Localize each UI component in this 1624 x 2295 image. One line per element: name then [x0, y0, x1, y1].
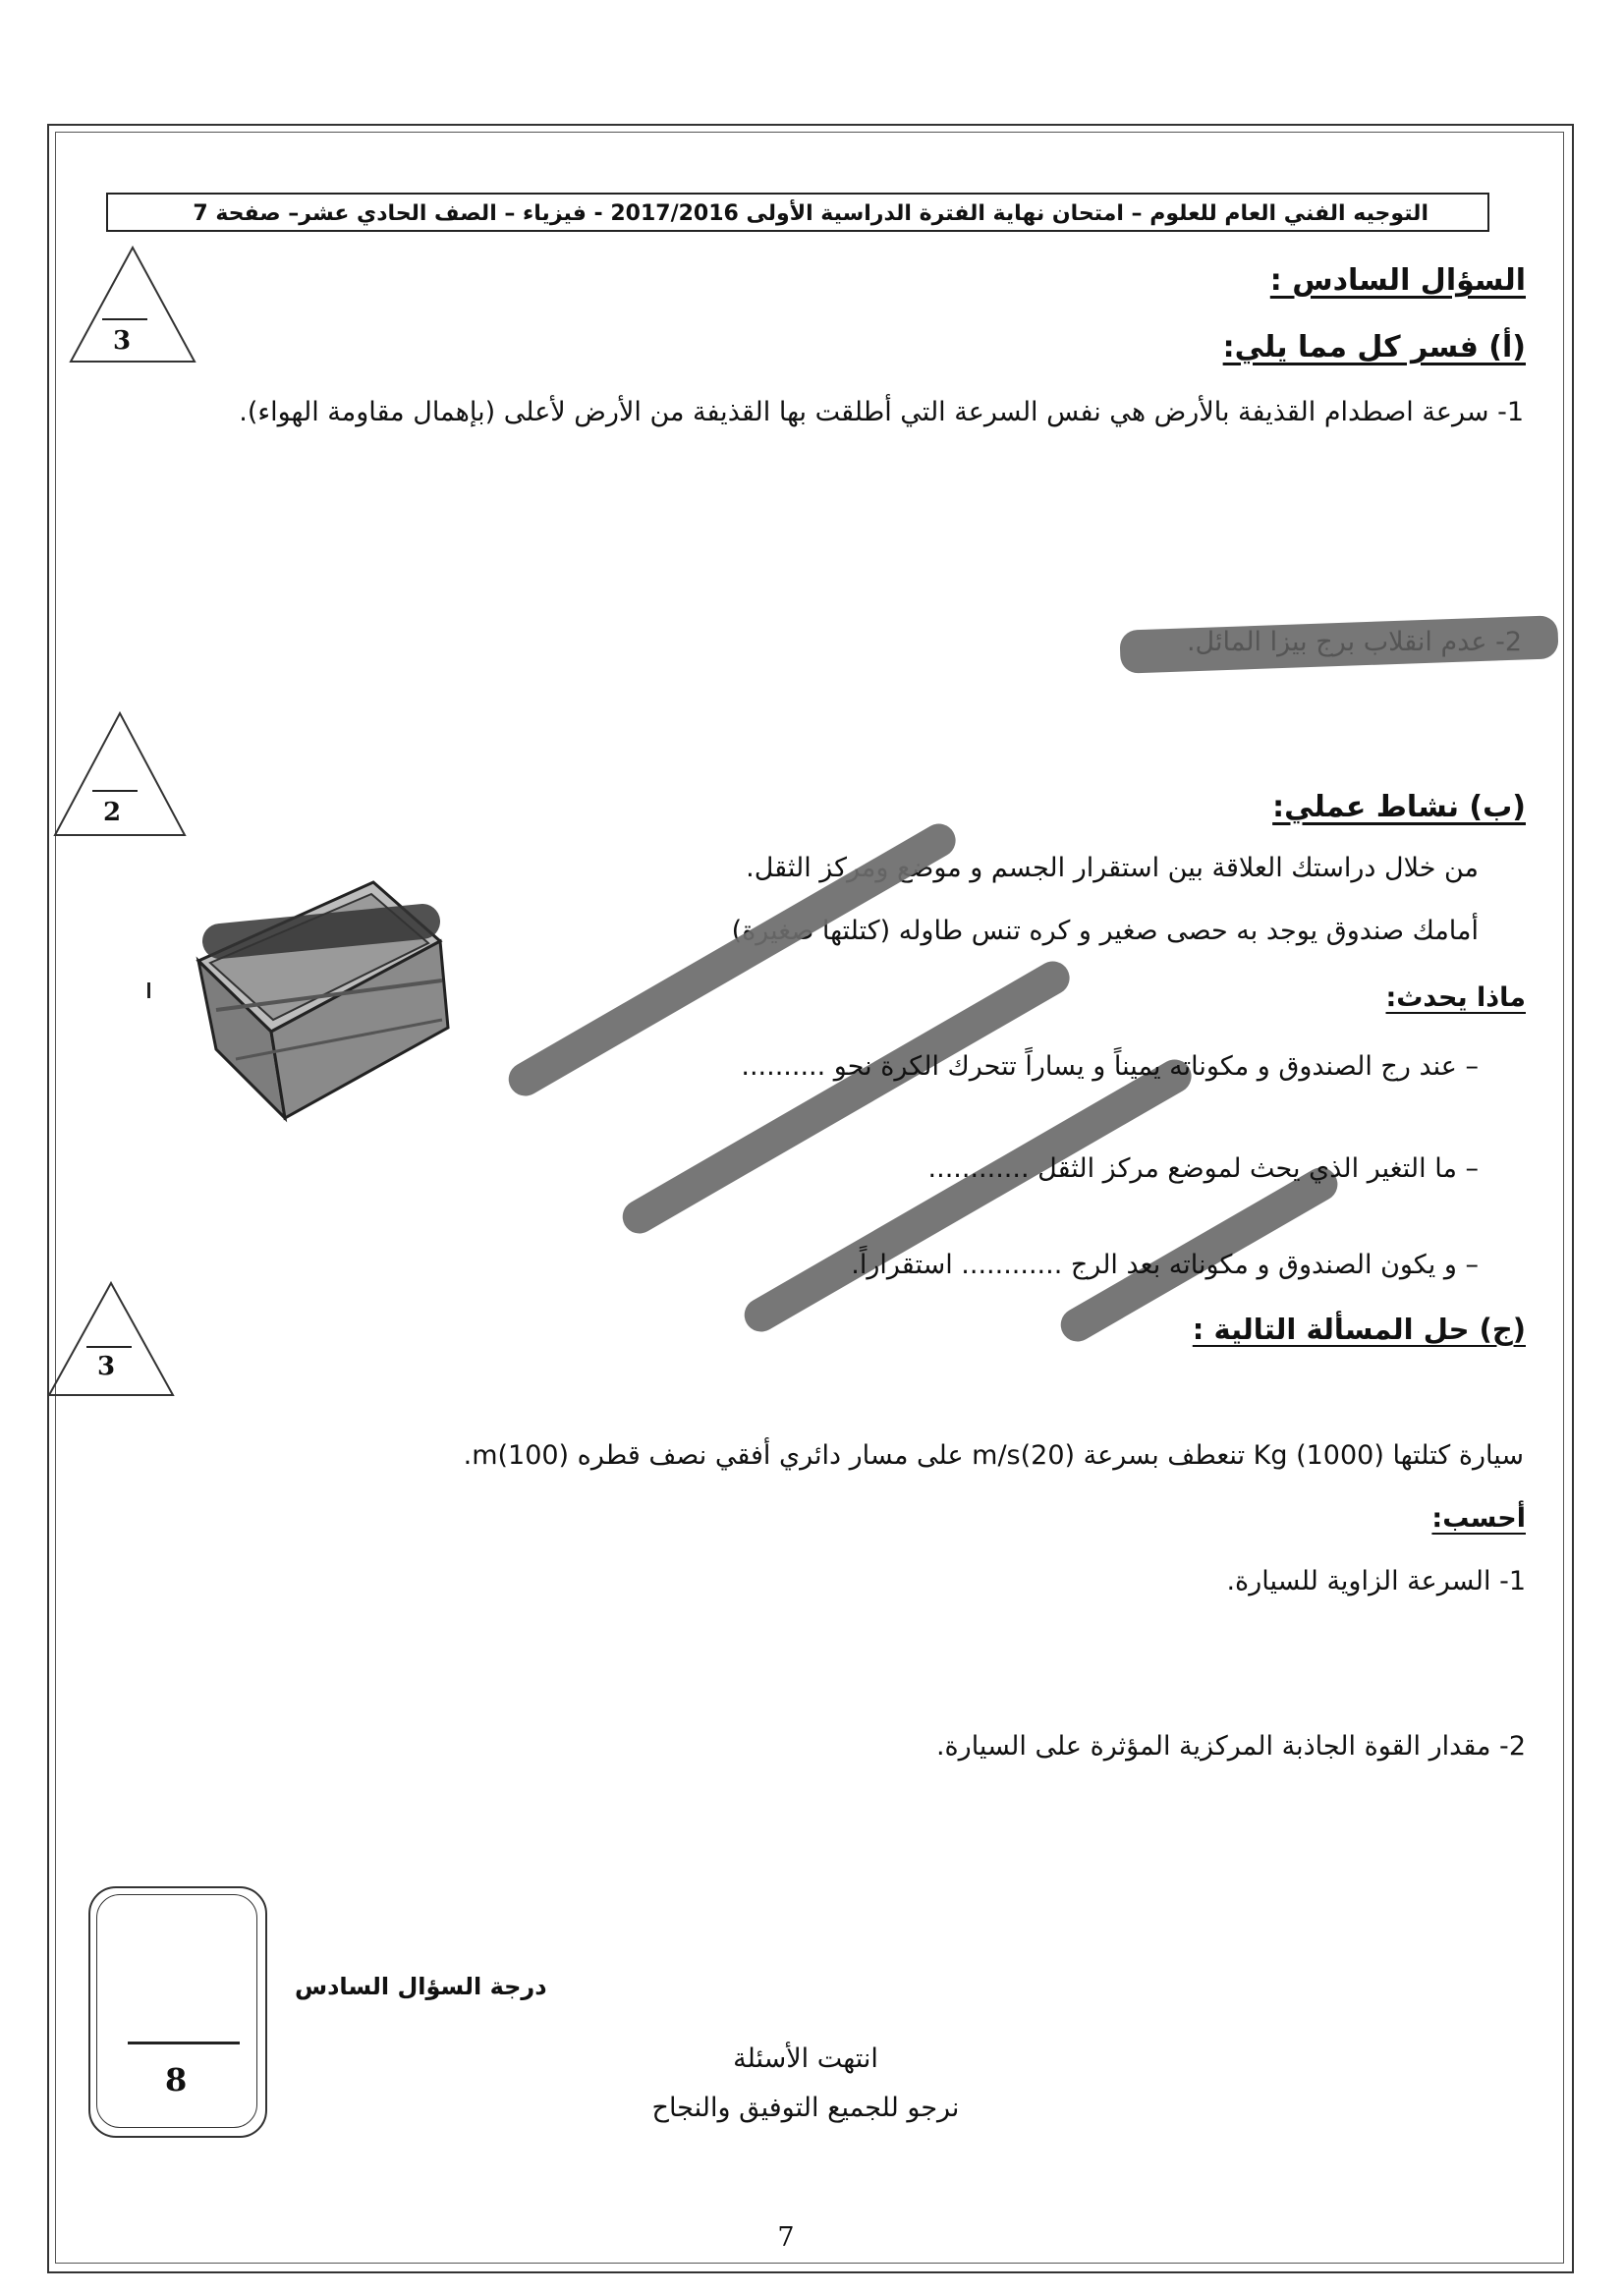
what-happens-label: ماذا يحدث: [1385, 982, 1526, 1013]
part-c-item-2: 2- مقدار القوة الجاذبة المركزية المؤثرة على السيارة. [935, 1731, 1526, 1762]
closing-line-1: انتهت الأسئلة [733, 2043, 878, 2074]
marks-value-c: 3 [96, 1352, 116, 1381]
closing-line-2: نرجو للجميع التوفيق والنجاح [651, 2093, 960, 2123]
marks-line-b [92, 790, 138, 792]
part-c-title: (ج) حل المسألة التالية : [1192, 1313, 1526, 1346]
gravel-box-image [177, 863, 462, 1128]
part-c-problem: سيارة كتلتها Kg (1000) تنعطف بسرعة m/s(20) على مسار دائري أفقي نصف قطره m(100). [463, 1440, 1524, 1471]
part-b-bullet-3: – و يكون الصندوق و مكوناته بعد الرج ............ استقراراً. [851, 1250, 1479, 1280]
part-b-bullet-2: – ما التغير الذي يحث لموضع مركز الثقل ............ [927, 1153, 1479, 1184]
marks-line-a [102, 318, 147, 320]
part-b-title: (ب) نشاط عملي: [1272, 790, 1526, 824]
part-b-intro-2: أمامك صندوق يوجد به حصى صغير و كره تنس طاوله (كتلتها صغيرة) [731, 916, 1479, 946]
part-a-item-1: 1- سرعة اصطدام القذيفة بالأرض هي نفس السرعة التي أطلقت بها القذيفة من الأرض لأعلى (بإهمال مقاومة الهواء). [239, 397, 1524, 427]
marks-value-b: 2 [102, 798, 122, 827]
exam-header [106, 193, 1489, 232]
question-title: السؤال السادس : [1269, 263, 1526, 298]
part-b-bullet-1: – عند رج الصندوق و مكوناته يميناً و يساراً تتحرك الكرة نحو .......... [741, 1051, 1479, 1082]
stray-mark [147, 982, 150, 998]
marks-line-c [86, 1346, 132, 1348]
score-line [128, 2042, 240, 2044]
page-number: 7 [777, 2222, 795, 2253]
part-a-item-2: 2- عدم انقلاب برج بيزا المائل. [1186, 627, 1522, 657]
exam-header-text: التوجيه الفني العام للعلوم – امتحان نهاية الفترة الدراسية الأولى 2017/2016 - فيزياء – الصف الحادي عشر– صفحة 7 [193, 201, 1428, 226]
part-a-title: (أ) فسر كل مما يلي: [1222, 330, 1526, 364]
score-label: درجة السؤال السادس [295, 1973, 547, 2000]
part-b-intro-1: من خلال دراستك العلاقة بين استقرار الجسم و موضع ومركز الثقل. [746, 853, 1479, 883]
score-value: 8 [165, 2061, 188, 2099]
calc-label: أحسب: [1431, 1503, 1526, 1534]
part-c-item-1: 1- السرعة الزاوية للسيارة. [1226, 1566, 1526, 1596]
marks-value-a: 3 [112, 326, 132, 356]
page-frame-inner [55, 132, 1564, 2264]
